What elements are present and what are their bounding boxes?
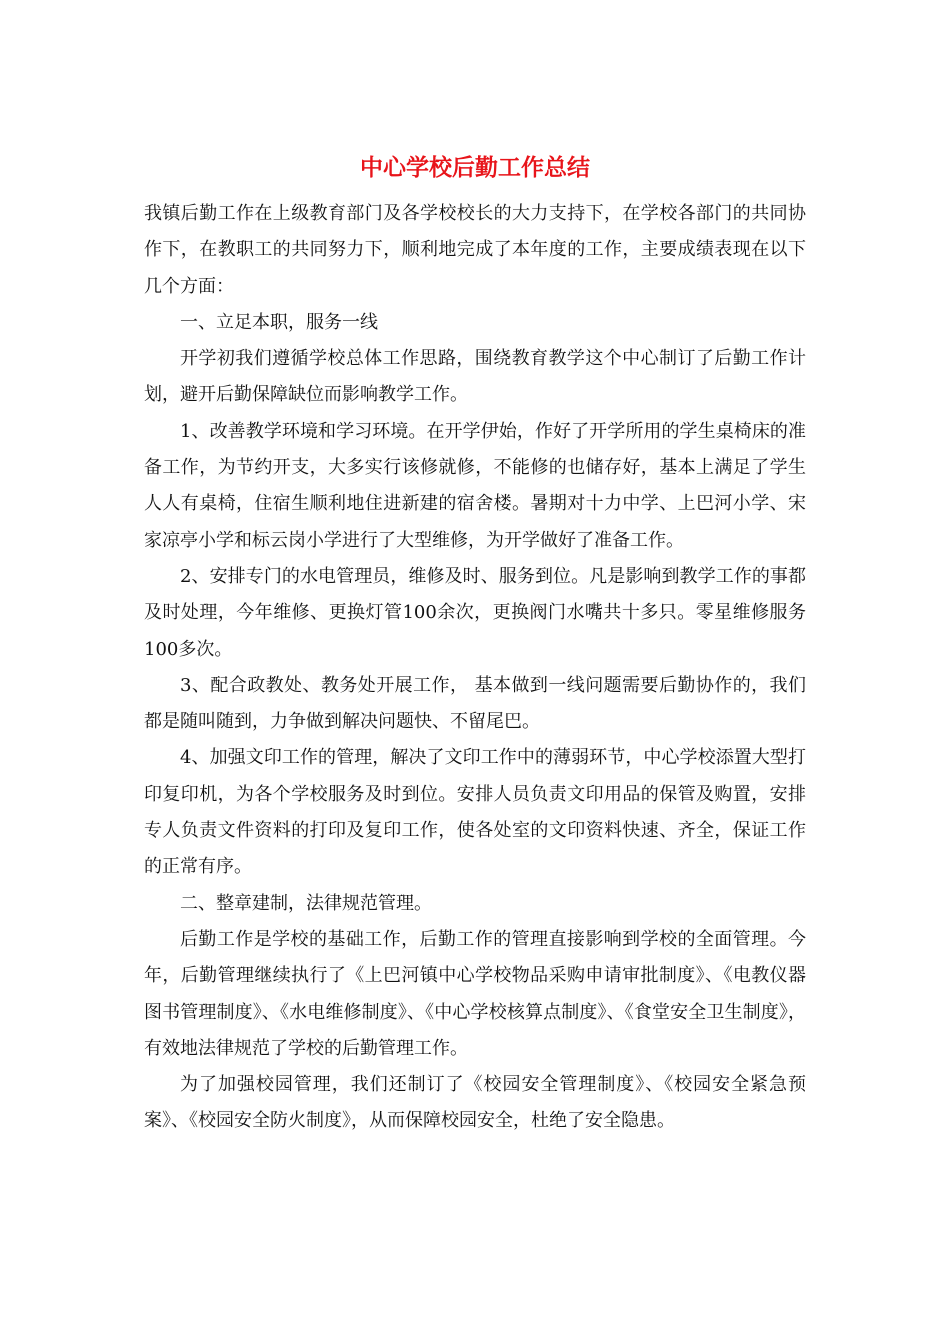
section-heading-1: 一、立足本职，服务一线	[180, 311, 378, 333]
intro-paragraph: 我镇后勤工作在上级教育部门及各学校校长的大力支持下，在学校各部门的共同协作下，在教职工的共同努力下，顺利地完成了本年度的工作，主要成绩表现在以下几个方面：	[144, 203, 806, 297]
section-heading-2: 二、整章建制，法律规范管理。	[180, 892, 432, 914]
item-1-paragraph: 1、改善教学环境和学习环境。在开学伊始，作好了开学所用的学生桌椅床的准备工作，为节约开支，大多实行该修就修，不能修的也储存好，基本上满足了学生人人有桌椅，住宿生顺利地住进新建的宿舍楼。暑期对十力中学、上巴河小学、宋家凉亭小学和标云岗小学进行了大型维修，为开学做好了准备工作。	[144, 420, 806, 551]
item-4-paragraph: 4、加强文印工作的管理，解决了文印工作中的薄弱环节，中心学校添置大型打印复印机，为各个学校服务及时到位。安排人员负责文印用品的保管及购置，安排专人负责文件资料的打印及复印工作，使各处室的文印资料快速、齐全，保证工作的正常有序。	[144, 747, 806, 878]
document-body	[144, 196, 806, 1140]
item-3-paragraph: 3、配合政教处、教务处开展工作， 基本做到一线问题需要后勤协作的，我们都是随叫随到，力争做到解决问题快、不留尾巴。	[144, 674, 806, 733]
section-2-paragraph-2: 为了加强校园管理，我们还制订了《校园安全管理制度》、《校园安全紧急预案》、《校园安全防火制度》，从而保障校园安全，杜绝了安全隐患。	[144, 1074, 806, 1132]
document-title: 中心学校后勤工作总结	[360, 154, 590, 181]
section-1-intro-paragraph: 开学初我们遵循学校总体工作思路，围绕教育教学这个中心制订了后勤工作计划，避开后勤保障缺位而影响教学工作。	[144, 348, 806, 406]
item-2-paragraph: 2、安排专门的水电管理员，维修及时、服务到位。凡是影响到教学工作的事都及时处理，今年维修、更换灯管100余次，更换阀门水嘴共十多只。零星维修服务100多次。	[144, 565, 806, 660]
section-2-paragraph-1: 后勤工作是学校的基础工作，后勤工作的管理直接影响到学校的全面管理。今年，后勤管理继续执行了《上巴河镇中心学校物品采购申请审批制度》、《电教仪器图书管理制度》、《水电维修制度》、《中心学校核算点制度》、《食堂安全卫生制度》，有效地法律规范了学校的后勤管理工作。	[144, 928, 806, 1059]
